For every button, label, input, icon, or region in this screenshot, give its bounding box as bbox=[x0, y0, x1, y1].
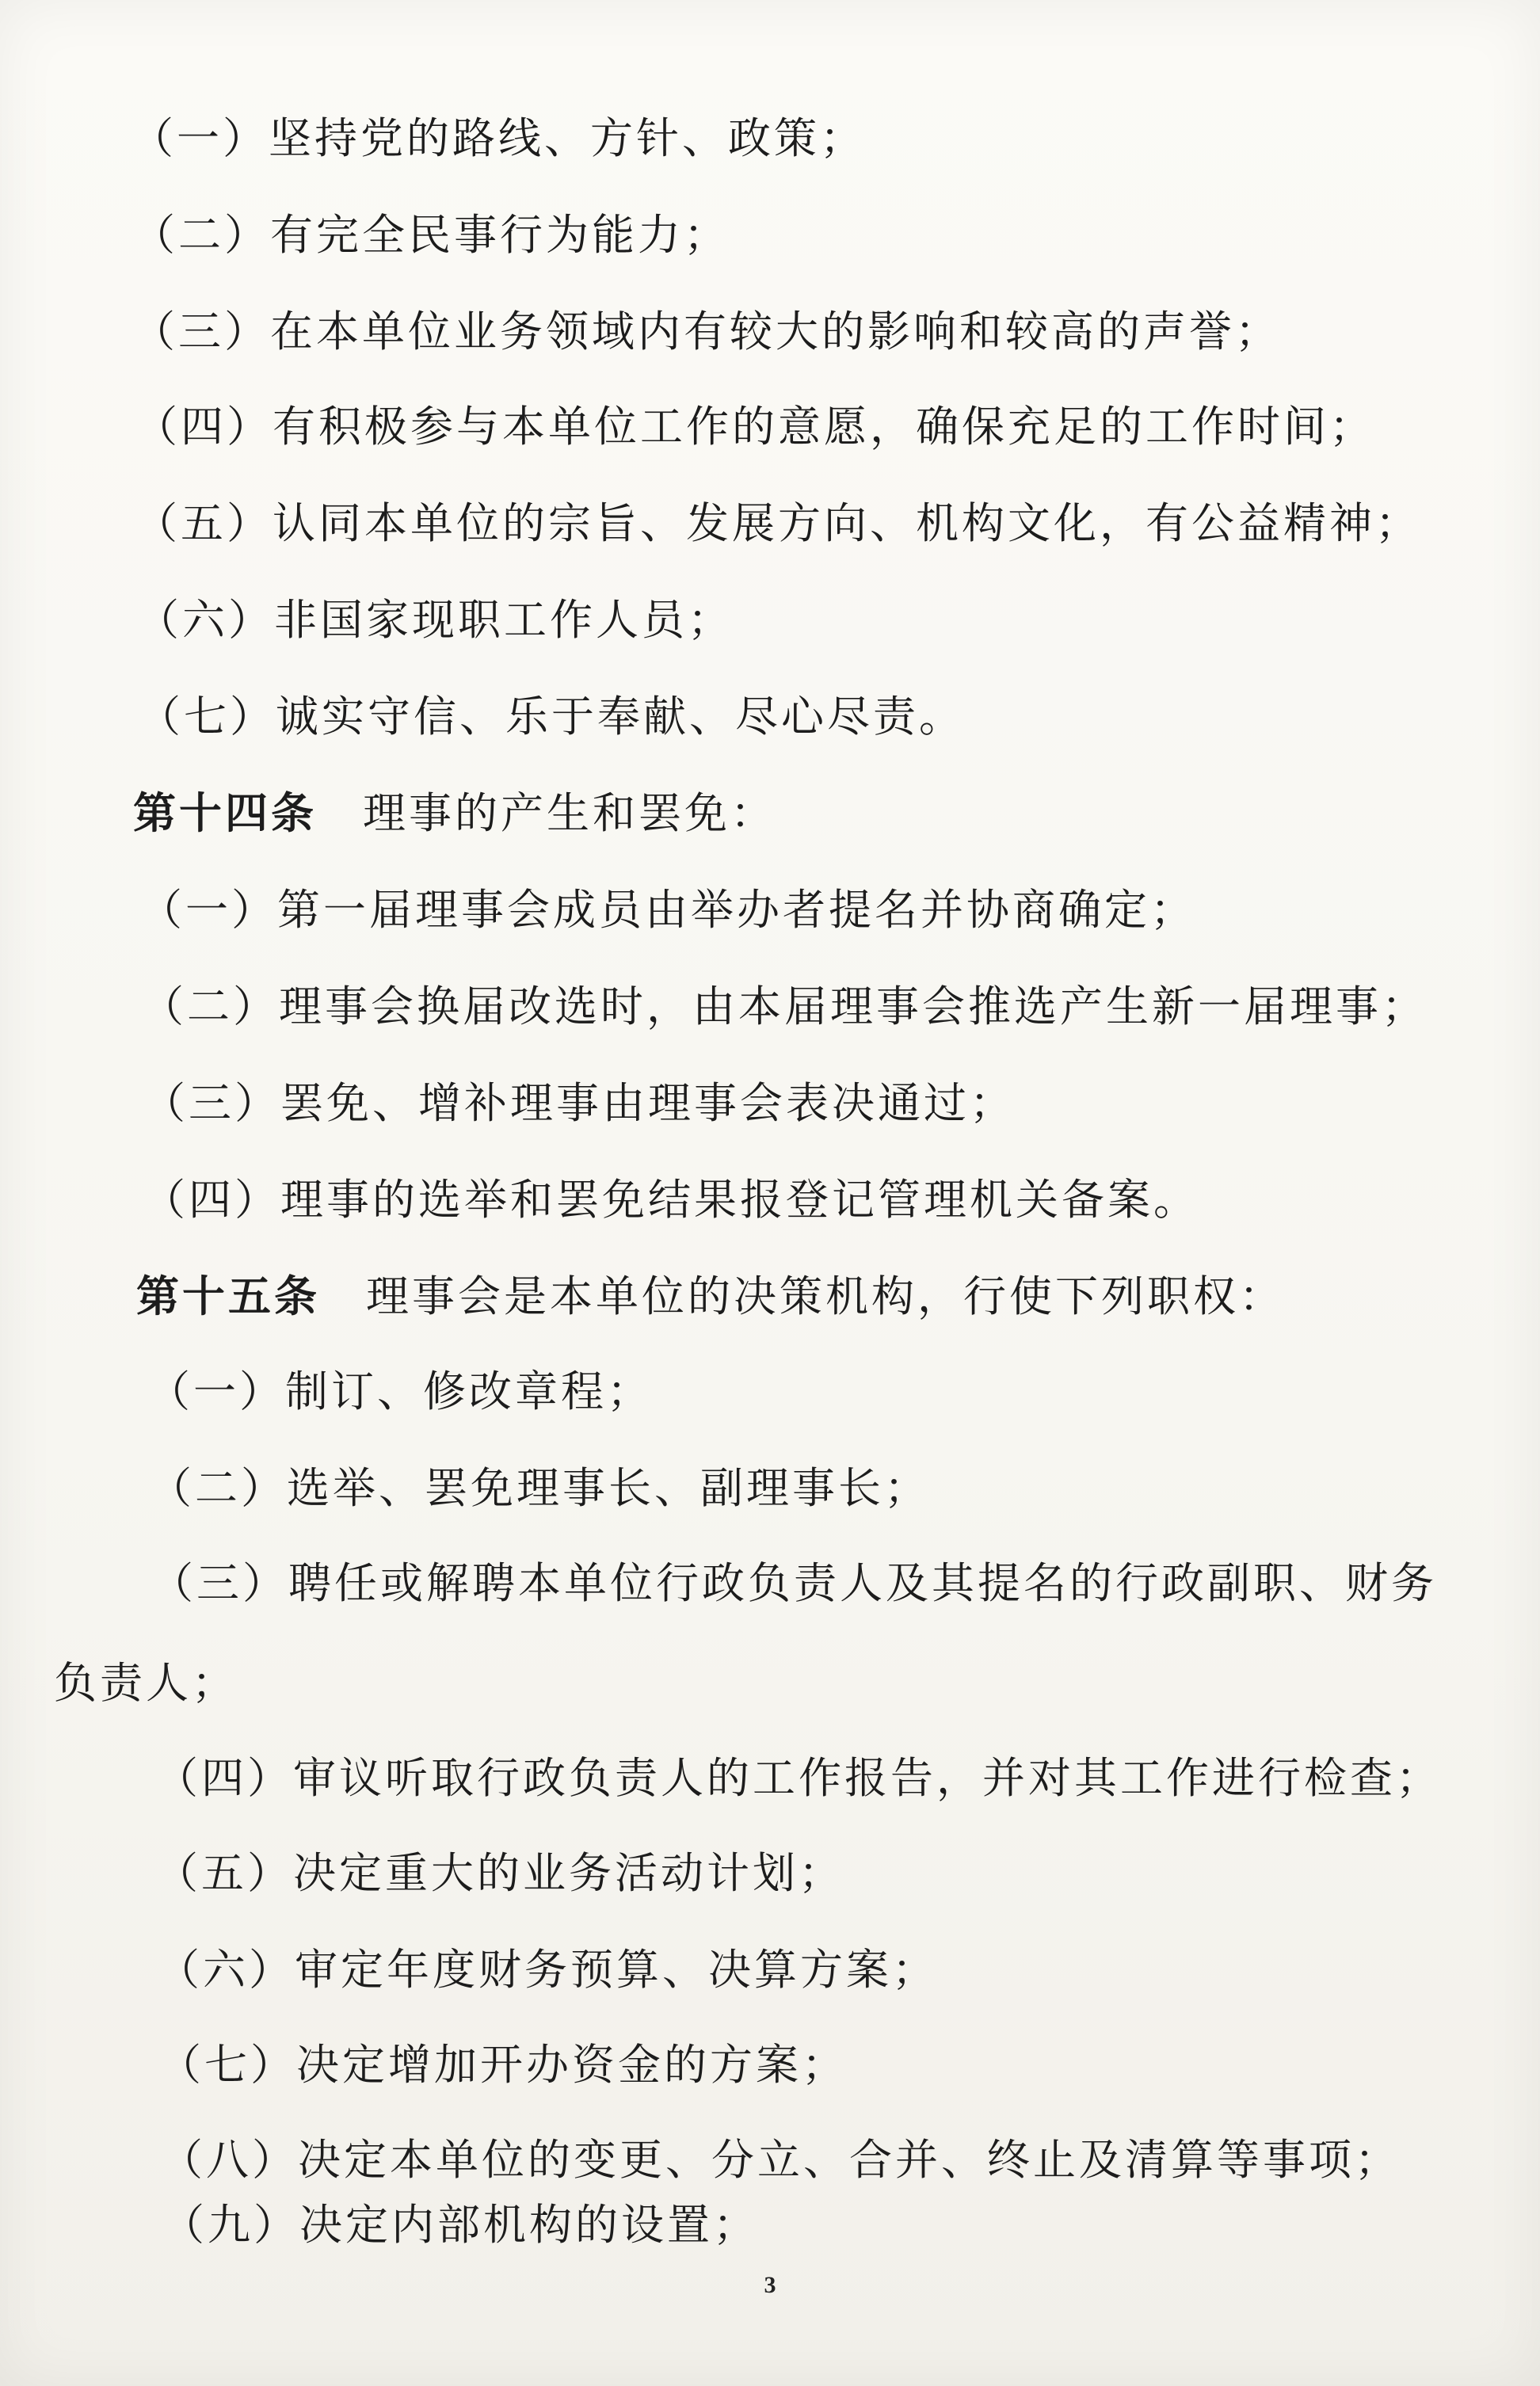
clause-text: （二）理事会换届改选时，由本届理事会推选产生新一届理事； bbox=[141, 981, 1428, 1031]
clause-text: （七）决定增加开办资金的方案； bbox=[158, 2040, 848, 2090]
clause-text: （六）审定年度财务预算、决算方案； bbox=[157, 1945, 938, 1995]
clause-text: （二）有完全民事行为能力； bbox=[132, 210, 730, 260]
clause-text: （三）罢免、增补理事由理事会表决通过； bbox=[143, 1078, 1016, 1128]
clause-text: （三）聘任或解聘本单位行政负责人及其提名的行政副职、财务 bbox=[151, 1558, 1437, 1608]
clause-text: （五）认同本单位的宗旨、发展方向、机构文化，有公益精神； bbox=[135, 498, 1421, 548]
article-14-heading: 第十四条 bbox=[133, 788, 317, 838]
article-15 bbox=[136, 1271, 1285, 1321]
clause-text: （一）第一届理事会成员由举办者提名并协商确定； bbox=[139, 885, 1196, 935]
clause-text: （四）理事的选举和罢免结果报登记管理机关备案。 bbox=[143, 1175, 1199, 1225]
article-15-heading: 第十五条 bbox=[136, 1271, 320, 1321]
article-14-text: 理事的产生和罢免： bbox=[363, 788, 776, 838]
clause-text: （三）在本单位业务领域内有较大的影响和较高的声誉； bbox=[132, 307, 1281, 356]
article-14 bbox=[133, 788, 776, 838]
clause-text: （六）非国家现职工作人员； bbox=[136, 595, 734, 645]
page-number: 3 bbox=[764, 2272, 776, 2298]
clause-text: （七）诚实守信、乐于奉献、尽心尽责。 bbox=[138, 692, 965, 741]
clause-text: （二）选举、罢免理事长、副理事长； bbox=[149, 1463, 930, 1513]
article-15-text: 理事会是本单位的决策机构，行使下列职权： bbox=[366, 1271, 1285, 1321]
clause-text: （五）决定重大的业务活动计划； bbox=[155, 1848, 844, 1898]
clause-text: （九）决定内部机构的设置； bbox=[162, 2200, 759, 2250]
clause-text: （四）审议听取行政负责人的工作报告，并对其工作进行检查； bbox=[155, 1753, 1442, 1803]
clause-text: （一）制订、修改章程； bbox=[147, 1366, 653, 1416]
clause-continuation: 负责人； bbox=[54, 1658, 238, 1708]
clause-text: （八）决定本单位的变更、分立、合并、终止及清算等事项； bbox=[160, 2135, 1401, 2185]
clause-text: （一）坚持党的路线、方针、政策； bbox=[131, 113, 866, 163]
clause-text: （四）有积极参与本单位工作的意愿，确保充足的工作时间； bbox=[135, 402, 1375, 452]
